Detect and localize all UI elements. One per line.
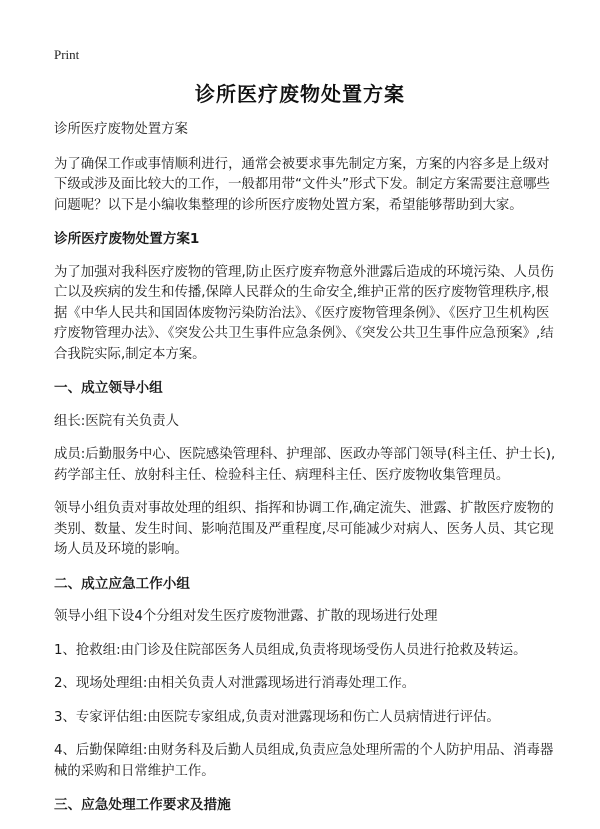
section-heading: 诊所医疗废物处置方案1 [54,231,200,247]
heading-emergency-group: 二、成立应急工作小组 [54,575,190,592]
list-item: 1、抢救组:由门诊及住院部医务人员组成,负责将现场受伤人员进行抢救及转运。 [54,642,527,658]
heading-requirements: 三、应急处理工作要求及措施 [54,797,231,813]
leader-paragraph: 组长:医院有关负责人 [54,413,180,429]
list-item: 2、现场处理组:由相关负责人对泄露现场进行消毒处理工作。 [54,676,416,691]
print-link[interactable]: Print [54,47,80,62]
heading-leadership-group: 一、成立领导小组 [54,380,163,396]
page-title: 诊所医疗废物处置方案 [195,82,405,106]
document-body [54,120,556,829]
groups-intro-paragraph: 领导小组下设4个分组对发生医疗废物泄露、扩散的现场进行处理 [54,609,438,624]
intro-paragraph: 为了确保工作或事情顺利进行，通常会被要求事先制定方案，方案的内容多是上级对下级或涉及面比较大的工作，一般都用带“文件头”形式下发。制定方案需要注意哪些问题呢？以下是小编收集整理的诊所医疗废物处置方案，希望能够帮助到大家。 [54,156,550,213]
members-paragraph: 成员:后勤服务中心、医院感染管理科、护理部、医政办等部门领导(科主任、护士长),药学部主任、放射科主任、检验科主任、病理科主任、医疗废物收集管理员。 [54,447,556,483]
subtitle: 诊所医疗废物处置方案 [54,122,188,137]
list-item: 4、后勤保障组:由财务科及后勤人员组成,负责应急处理所需的个人防护用品、消毒器械的采购和日常维护工作。 [54,743,554,779]
duty-paragraph: 领导小组负责对事故处理的组织、指挥和协调工作,确定流失、泄露、扩散医疗废物的类别、数量、发生时间、影响范围及严重程度,尽可能减少对病人、医务人员、其它现场人员及环境的影响。 [54,501,554,557]
list-item: 3、专家评估组:由医院专家组成,负责对泄露现场和伤亡人员病情进行评估。 [54,709,500,725]
section-paragraph: 为了加强对我科医疗废物的管理,防止医疗废弃物意外泄露后造成的环境污染、人员伤亡以及疾病的发生和传播,保障人民群众的生命安全,维护正常的医疗废物管理秩序,根据《中华人民共和国固体废物污染防治法》、《医疗废物管理条例》、《医疗卫生机构医疗废物管理办法》、《突发公共卫生事件应急条例》、《突发公共卫生事件应急预案》,结合我院实际,制定本方案。 [54,264,554,362]
